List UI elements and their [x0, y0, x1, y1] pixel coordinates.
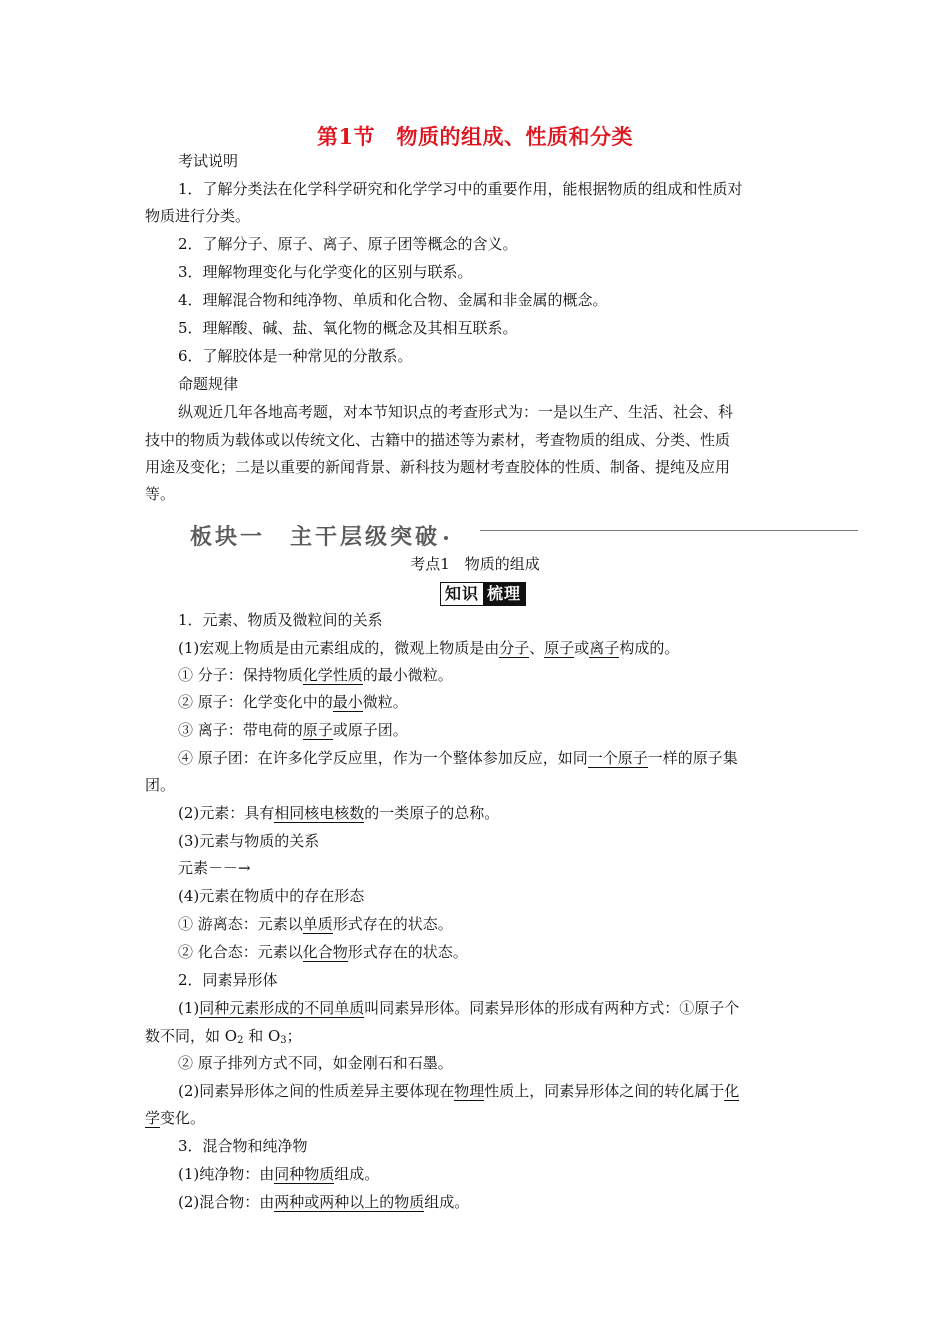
group-line: [178, 748, 738, 768]
text: 组成。: [334, 1165, 380, 1183]
element-def-line: [178, 803, 499, 823]
answer-blank: 原子: [302, 721, 333, 739]
subscript: 2: [237, 1035, 244, 1046]
exam-item-4: 4．理解混合物和纯净物、单质和化合物、金属和非金属的概念。: [178, 291, 608, 309]
heading-1: 1．元素、物质及微粒间的关系: [178, 611, 383, 629]
atom-line: [178, 692, 408, 712]
text: 或原子团。: [332, 721, 408, 739]
text: 形式存在的状态。: [332, 915, 453, 933]
allotrope-diff-line: [178, 1081, 739, 1101]
ion-line: [178, 720, 408, 740]
subscript: 3: [280, 1035, 287, 1046]
allotrope-line: [178, 998, 739, 1018]
answer-blank: 分子: [499, 639, 530, 657]
text: 、: [529, 639, 545, 657]
text: (2)同素异形体之间的性质差异主要体现在: [178, 1082, 455, 1100]
exam-item-2: 2．了解分子、原子、离子、原子团等概念的含义。: [178, 235, 518, 253]
text: ③ 离子：带电荷的: [178, 721, 303, 739]
answer-blank: 最小: [332, 693, 363, 711]
kaodian-heading: 考点1 物质的组成: [410, 555, 540, 573]
combined-state-line: [178, 942, 468, 962]
rule-line-1: 纵观近几年各地高考题，对本节知识点的考查形式为：一是以生产、生活、社会、科: [178, 403, 734, 421]
rule-line-3: 用途及变化；二是以重要的新闻背景、新科技为题材考查胶体的性质、制备、提纯及应用: [145, 458, 731, 476]
free-state-line: [178, 914, 453, 934]
section-banner: [190, 520, 448, 551]
text: (1)宏观上物质是由元素组成的，微观上物质是由: [178, 639, 500, 657]
answer-blank: 学: [145, 1109, 161, 1127]
heading-3: 3．混合物和纯净物: [178, 1137, 308, 1155]
molecule-line: [178, 665, 453, 685]
para-1-1: [178, 638, 679, 658]
allotrope-line-cont: [145, 1026, 302, 1046]
badge-left: 知识: [441, 583, 483, 605]
banner-rule: [480, 530, 858, 531]
answer-blank: 单质: [302, 915, 333, 933]
allotrope-diff-line-cont: [145, 1108, 205, 1128]
allotrope-arrangement-line: ② 原子排列方式不同，如金刚石和石墨。: [178, 1054, 453, 1072]
answer-blank: 化学性质: [302, 666, 363, 684]
text: 构成的。: [619, 639, 680, 657]
text: ② 原子：化学变化中的: [178, 693, 333, 711]
answer-blank: 同种元素形成的不同单质: [199, 999, 365, 1017]
text: 变化。: [160, 1109, 206, 1127]
text: 的最小微粒。: [362, 666, 453, 684]
rule-line-4: 等。: [145, 485, 176, 503]
text: 和 O: [243, 1027, 281, 1045]
badge-right: 梳理: [483, 583, 525, 605]
text: 的一类原子的总称。: [364, 804, 500, 822]
answer-blank: 一个原子: [587, 749, 648, 767]
text: 数不同，如 O: [145, 1027, 238, 1045]
text: 一样的原子集: [647, 749, 738, 767]
answer-blank: 两种或两种以上的物质: [274, 1193, 425, 1211]
relation-line: (3)元素与物质的关系: [178, 832, 320, 850]
answer-blank: 化: [724, 1082, 740, 1100]
text: 微粒。: [362, 693, 408, 711]
group-line-cont: 团。: [145, 776, 176, 794]
mixture-line: [178, 1192, 469, 1212]
text: 性质上，同素异形体之间的转化属于: [484, 1082, 725, 1100]
text: 叫同素异形体。同素异形体的形成有两种方式：①原子个: [364, 999, 740, 1017]
exam-item-5: 5．理解酸、碱、盐、氧化物的概念及其相互联系。: [178, 319, 518, 337]
answer-blank: 同种物质: [274, 1165, 335, 1183]
answer-blank: 相同核电核数: [274, 804, 365, 822]
section-title: 第1节 物质的组成、性质和分类: [316, 124, 634, 149]
heading-2: 2．同素异形体: [178, 971, 278, 989]
answer-blank: 物理: [454, 1082, 485, 1100]
exam-item-3: 3．理解物理变化与化学变化的区别与联系。: [178, 263, 473, 281]
text: (1)纯净物：由: [178, 1165, 275, 1183]
text: (2)元素：具有: [178, 804, 275, 822]
form-line: (4)元素在物质中的存在形态: [178, 887, 365, 905]
text: 形式存在的状态。: [347, 943, 468, 961]
text: ① 游离态：元素以: [178, 915, 303, 933]
exam-item-6: 6．了解胶体是一种常见的分散系。: [178, 347, 413, 365]
text: (2)混合物：由: [178, 1193, 275, 1211]
exam-item-1-cont: 物质进行分类。: [145, 207, 251, 225]
text: (1): [178, 999, 200, 1017]
text: ；: [286, 1027, 302, 1045]
text: 组成。: [424, 1193, 470, 1211]
knowledge-badge: [440, 582, 526, 606]
answer-blank: 离子: [589, 639, 620, 657]
banner-text: 板块一 主干层级突破: [190, 525, 441, 550]
text: 或: [574, 639, 590, 657]
relation-arrow-line: 元素－－→: [178, 859, 251, 877]
pure-line: [178, 1164, 379, 1184]
text: ① 分子：保持物质: [178, 666, 303, 684]
rule-heading: 命题规律: [178, 375, 239, 393]
answer-blank: 化合物: [302, 943, 348, 961]
exam-item-1: 1．了解分类法在化学科学研究和化学学习中的重要作用，能根据物质的组成和性质对: [178, 180, 743, 198]
exam-heading: 考试说明: [178, 152, 239, 170]
banner-dot: [444, 536, 448, 540]
text: ④ 原子团：在许多化学反应里，作为一个整体参加反应，如同: [178, 749, 588, 767]
answer-blank: 原子: [544, 639, 575, 657]
rule-line-2: 技中的物质为载体或以传统文化、古籍中的描述等为素材，考查物质的组成、分类、性质: [145, 431, 731, 449]
text: ② 化合态：元素以: [178, 943, 303, 961]
